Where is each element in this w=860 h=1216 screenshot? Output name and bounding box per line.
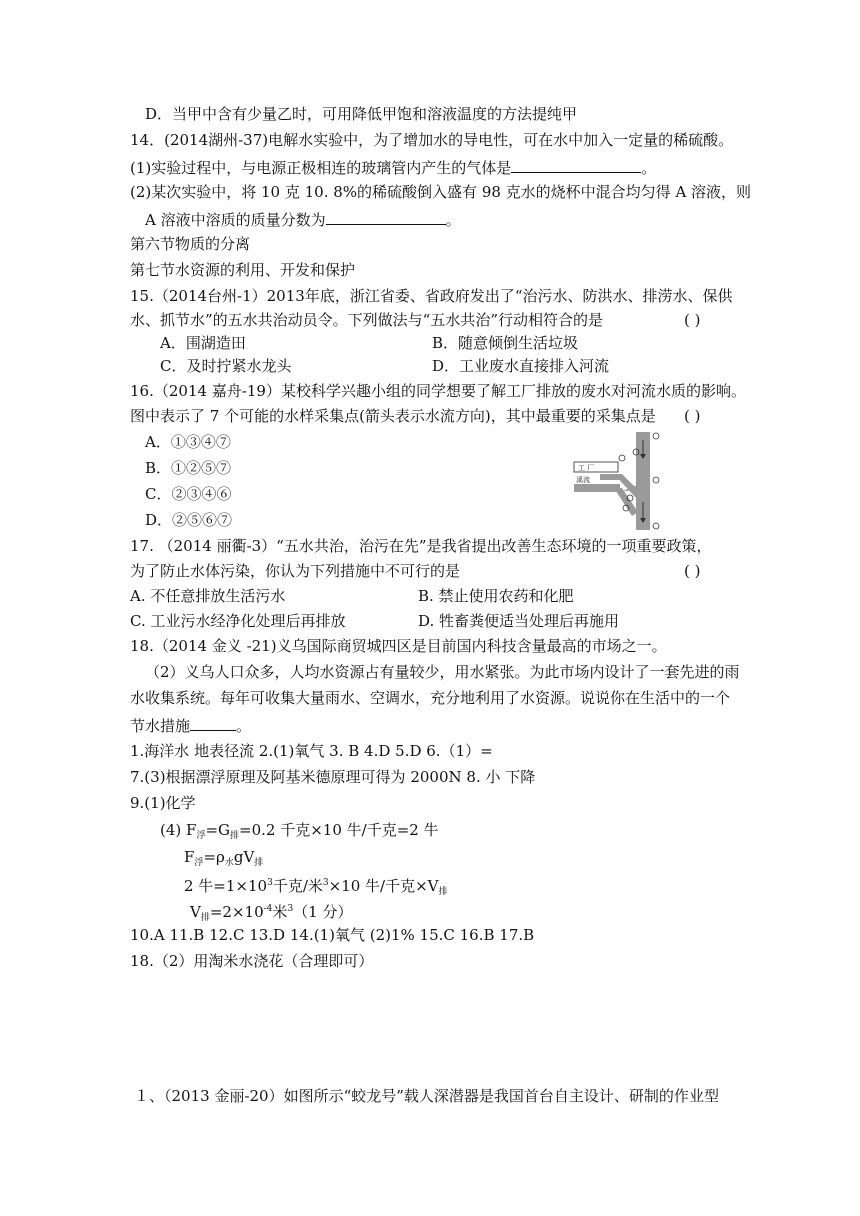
q15-option-a: A．围湖造田 — [160, 334, 246, 352]
q18-part2-end: 。 — [236, 717, 252, 735]
q18-answer-blank — [190, 714, 236, 731]
a9-l3-c: ×10 牛/千克×V — [328, 877, 439, 895]
sample-point-6 — [653, 477, 659, 483]
a9-l4-sup: -4 — [263, 904, 273, 914]
q14-stem: 14．(2014湖州-37)电解水实验中，为了增加水的导电性，可在水中加入一定量的稀硫酸。 — [130, 131, 734, 149]
sample-point-1 — [653, 433, 659, 439]
a9-l2-f: F — [184, 848, 195, 866]
q17-stem-line1: 17. （2014 丽衢-3）“五水共治，治污在先”是我省提出改善生态环境的一项重要政策， — [130, 537, 712, 555]
a9-4-sub2: 排 — [230, 831, 240, 841]
q16-option-d: D．②⑤⑥⑦ — [145, 511, 233, 529]
a9-l3-sub: 排 — [438, 887, 448, 897]
stream-label: 溪流 — [576, 476, 590, 484]
q18-stem: 18.（2014 金义 -21)义乌国际商贸城四区是目前国内科技含量最高的市场之一。 — [130, 637, 667, 655]
a9-4-post: =0.2 千克×10 牛/千克=2 牛 — [239, 821, 439, 839]
a9-l4-c: （1 分） — [293, 903, 353, 921]
q15-option-b: B．随意倾倒生活垃圾 — [432, 334, 579, 352]
answer-9-4-line4 — [190, 899, 352, 928]
answers-line-18: 18.（2）用淘米水浇花（合理即可） — [130, 952, 374, 970]
q16-option-a: A．①③④⑦ — [145, 433, 231, 451]
q18-part2-line2: 水收集系统。每年可收集大量雨水、空调水，充分地利用了水资源。说说你在生活中的一个 — [130, 689, 731, 707]
q14-part2-end: 。 — [445, 211, 461, 229]
a9-l3-b: 千克/米 — [272, 877, 323, 895]
section-7-title: 第七节水资源的利用、开发和保护 — [130, 261, 356, 279]
a9-4-mid: =G — [205, 821, 231, 839]
answers-line-9: 9.(1)化学 — [130, 794, 196, 812]
q14-part1-blank — [511, 156, 641, 173]
a9-l3-sup2: 3 — [322, 878, 329, 888]
factory-label: 工 厂 — [578, 464, 595, 472]
q17-option-a: A. 不任意排放生活污水 — [130, 587, 286, 605]
a9-l3-sup: 3 — [267, 878, 273, 888]
q15-option-c: C．及时拧紧水龙头 — [160, 357, 292, 375]
q16-option-c: C．②③④⑥ — [145, 485, 232, 503]
q14-part2-line2 — [145, 208, 461, 230]
q16-option-b: B．①②⑤⑦ — [145, 459, 232, 477]
a9-l4-a: =2×10 — [209, 903, 264, 921]
a9-l4-sub: 排 — [200, 913, 210, 923]
a9-l4-v: V — [190, 903, 201, 921]
q17-answer-paren: ( ) — [684, 562, 701, 580]
answer-9-4-line1 — [160, 820, 439, 846]
a9-l2-sub1: 浮 — [194, 858, 204, 868]
section-6-title: 第六节物质的分离 — [130, 235, 251, 253]
a9-l2-gv: gV — [233, 848, 255, 866]
answer-9-4-line3 — [184, 873, 448, 902]
a9-l2-sub2: 水 — [224, 858, 234, 868]
q15-stem-line1: 15.（2014台州-1）2013年底，浙江省委、省政府发出了“治污水、防洪水、排涝水、保供 — [130, 287, 733, 305]
stream-channel — [574, 484, 620, 492]
q15-option-d: D．工业废水直接排入河流 — [432, 357, 610, 375]
q15-answer-paren: ( ) — [684, 311, 701, 329]
q16-stem-line2: 图中表示了 7 个可能的水样采集点(箭头表示水流方向)，其中最重要的采集点是 — [130, 407, 656, 425]
a9-4-sub1: 浮 — [196, 831, 206, 841]
q14-part2-text: A 溶液中溶质的质量分数为 — [145, 211, 326, 229]
q17-stem-line2: 为了防止水体污染，你认为下列措施中不可行的是 — [130, 562, 461, 580]
q17-option-b: B. 禁止使用农药和化肥 — [418, 587, 574, 605]
q13-option-d: D．当甲中含有少量乙时，可用降低甲饱和溶液温度的方法提纯甲 — [145, 105, 578, 123]
q17-option-d: D. 牲畜粪便适当处理后再施用 — [418, 612, 620, 630]
a9-l4-sup2: 3 — [287, 904, 294, 914]
q15-stem-line2: 水、抓节水”的五水共治动员令。下列做法与“五水共治”行动相符合的是 — [130, 311, 604, 329]
a9-l4-b: 米 — [272, 903, 288, 921]
river-sampling-figure — [570, 428, 688, 532]
a9-l3-a: 2 牛=1×10 — [184, 877, 268, 895]
answers-line-10: 10.A 11.B 12.C 13.D 14.(1)氧气 (2)1% 15.C 16.B 17.B — [130, 926, 535, 944]
answers-line-7: 7.(3)根据漂浮原理及阿基米德原理可得为 2000N 8. 小 下降 — [130, 768, 536, 786]
q16-answer-paren: ( ) — [684, 407, 701, 425]
answer-9-4-line2 — [184, 847, 263, 873]
sample-point-3 — [619, 455, 625, 461]
next-question-stem: １、（2013 金丽-20）如图所示“蛟龙号”载人深潜器是我国首台自主设计、研制的作业型 — [134, 1087, 719, 1105]
answers-line-1: 1.海洋水 地表径流 2.(1)氧气 3. B 4.D 5.D 6.（1）= — [130, 742, 493, 760]
a9-4-pre: (4) F — [160, 821, 197, 839]
q17-option-c: C. 工业污水经净化处理后再排放 — [130, 612, 346, 630]
q18-part2-line3 — [130, 714, 251, 736]
sample-point-7 — [653, 523, 659, 529]
q18-part2-text: 节水措施 — [130, 717, 191, 735]
q18-part2-line1: （2）义乌人口众多，人均水资源占有量较少，用水紧张。为此市场内设计了一套先进的雨 — [145, 663, 740, 681]
q14-part1-text: (1)实验过程中，与电源正极相连的玻璃管内产生的气体是 — [130, 159, 512, 177]
q14-part2-blank — [326, 208, 446, 225]
q14-part1 — [130, 156, 656, 178]
q14-part1-end: 。 — [641, 159, 657, 177]
a9-l2-mid: =ρ — [203, 848, 225, 866]
q14-part2-line1: (2)某次实验中，将 10 克 10. 8%的稀硫酸倒入盛有 98 克水的烧杯中混合均匀得 A 溶液，则 — [130, 183, 752, 201]
a9-l2-sub3: 排 — [254, 858, 264, 868]
q16-stem-line1: 16.（2014 嘉舟-19）某校科学兴趣小组的同学想要了解工厂排放的废水对河流水质的影响。 — [130, 382, 746, 400]
